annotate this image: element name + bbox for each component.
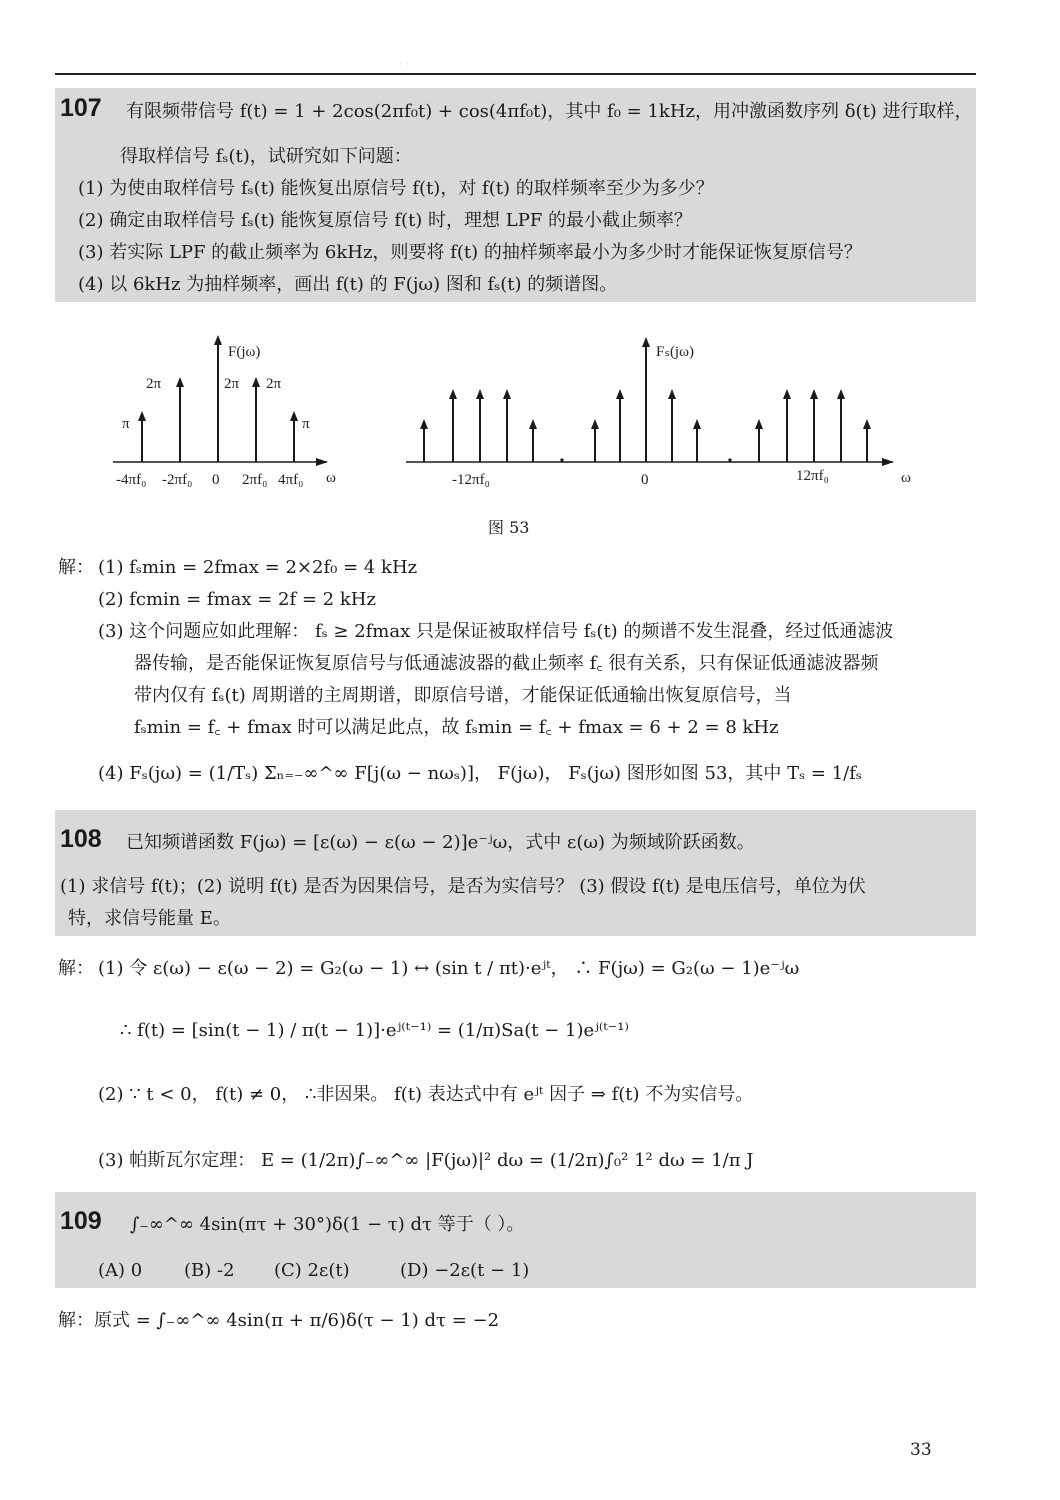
solution-107-s3d: fₛmin = f꜀ + fmax 时可以满足此点，故 fₛmin = f꜀ + fmax = 6 + 2 = 8 kHz — [134, 717, 779, 738]
solution-108-s2: (2) ∵ t < 0， f(t) ≠ 0， ∴非因果。 f(t) 表达式中有 eʲᵗ 因子 ⇒ f(t) 不为实信号。 — [98, 1084, 754, 1105]
solution-108-s1b: ∴ f(t) = [sin(t − 1) / π(t − 1)]·eʲ⁽ᵗ⁻¹⁾ = (1/π)Sa(t − 1)eʲ⁽ᵗ⁻¹⁾ — [120, 1020, 629, 1041]
left-tick-pos2: 2πf₀ — [242, 472, 268, 488]
right-tick-0: 0 — [641, 472, 649, 488]
left-label-0: 2π — [224, 376, 240, 392]
problem-107-q4: (4) 以 6kHz 为抽样频率，画出 f(t) 的 F(jω) 图和 fₛ(t) 的频谱图。 — [78, 274, 618, 295]
problem-108-stem: 已知频谱函数 F(jω) = [ε(ω) − ε(ω − 2)]e⁻ʲω，式中 ε(ω) 为频域阶跃函数。 — [126, 832, 755, 853]
left-axis-omega: ω — [326, 470, 336, 486]
right-axis-omega: ω — [901, 470, 911, 486]
solution-108-s3: (3) 帕斯瓦尔定理： E = (1/2π)∫₋∞^∞ |F(jω)|² dω = (1/2π)∫₀² 1² dω = 1/π J — [98, 1150, 754, 1171]
solution-107-s2: (2) fcmin = fmax = 2f = 2 kHz — [98, 589, 376, 610]
problem-109-number: 109 — [60, 1207, 102, 1235]
right-tick-pos12: 12πf₀ — [796, 468, 829, 484]
option-d: (D) −2ε(t − 1) — [400, 1260, 530, 1281]
left-tick-pos4: 4πf₀ — [278, 472, 304, 488]
figure-53 — [0, 330, 1060, 500]
left-tick-neg4: -4πf₀ — [116, 472, 147, 488]
header-faint-text: ······ — [372, 58, 412, 70]
page-number: 33 — [910, 1440, 932, 1460]
problem-107-number: 107 — [60, 94, 102, 122]
problem-109-stem: ∫₋∞^∞ 4sin(πτ + 30°)δ(1 − τ) dτ 等于（ ）。 — [130, 1214, 525, 1235]
problem-108-question: (1) 求信号 f(t)；(2) 说明 f(t) 是否为因果信号，是否为实信号？ (3) 假设 f(t) 是电压信号，单位为伏 — [60, 876, 866, 897]
problem-108-question-2: 特，求信号能量 E。 — [68, 908, 231, 929]
left-label-pos4: π — [302, 416, 310, 432]
solution-108-s1: (1) 令 ε(ω) − ε(ω − 2) = G₂(ω − 1) ↔ (sin t / πt)·eʲᵗ， ∴ F(jω) = G₂(ω − 1)e⁻ʲω — [98, 958, 800, 979]
figure-caption: 图 53 — [488, 518, 530, 537]
solution-107-s4: (4) Fₛ(jω) = (1/Tₛ) Σₙ₌₋∞^∞ F[j(ω − nωₛ)]， F(jω)， Fₛ(jω) 图形如图 53，其中 Tₛ = 1/fₛ — [98, 763, 862, 784]
solution-107-s3b: 器传输，是否能保证恢复原信号与低通滤波器的截止频率 f꜀ 很有关系，只有保证低通滤波器频 — [134, 653, 879, 674]
left-label-neg2: 2π — [146, 376, 162, 392]
problem-107-stem-2: 得取样信号 fₛ(t)，试研究如下问题： — [120, 146, 412, 167]
problem-107-q2: (2) 确定由取样信号 fₛ(t) 能恢复原信号 f(t) 时，理想 LPF 的最小截止频率？ — [78, 210, 693, 231]
solution-107-s3c: 带内仅有 fₛ(t) 周期谱的主周期谱，即原信号谱，才能保证低通输出恢复原信号，当 — [134, 685, 792, 706]
left-tick-0: 0 — [212, 472, 220, 488]
problem-107-q1: (1) 为使由取样信号 fₛ(t) 能恢复出原信号 f(t)，对 f(t) 的取样频率至少为多少？ — [78, 178, 714, 199]
solution-109: 解：原式 = ∫₋∞^∞ 4sin(π + π/6)δ(τ − 1) dτ = −2 — [58, 1310, 500, 1331]
left-tick-neg2: -2πf₀ — [162, 472, 193, 488]
problem-107-q3: (3) 若实际 LPF 的截止频率为 6kHz，则要将 f(t) 的抽样频率最小为多少时才能保证恢复原信号？ — [78, 242, 862, 263]
solution-107-label: 解： — [58, 557, 94, 578]
option-a: (A) 0 — [98, 1260, 143, 1281]
solution-107-s1: (1) fₛmin = 2fmax = 2×2f₀ = 4 kHz — [98, 557, 418, 578]
problem-108-number: 108 — [60, 825, 102, 853]
right-plot-title: Fₛ(jω) — [656, 344, 694, 360]
option-c: (C) 2ε(t) — [274, 1260, 350, 1281]
solution-108-label: 解： — [58, 958, 94, 979]
right-tick-neg12: -12πf₀ — [452, 472, 490, 488]
right-impulses — [424, 346, 867, 462]
solution-107-s3a: (3) 这个问题应如此理解： fₛ ≥ 2fmax 只是保证被取样信号 fₛ(t) 的频谱不发生混叠，经过低通滤波 — [98, 621, 894, 642]
left-label-pos2: 2π — [266, 376, 282, 392]
left-label-neg4: π — [122, 416, 130, 432]
option-b: (B) -2 — [184, 1260, 235, 1281]
problem-107-stem: 有限频带信号 f(t) = 1 + 2cos(2πf₀t) + cos(4πf₀t)，其中 f₀ = 1kHz，用冲激函数序列 δ(t) 进行取样， — [126, 101, 973, 122]
header-rule — [55, 73, 976, 75]
left-plot-title: F(jω) — [228, 344, 261, 360]
